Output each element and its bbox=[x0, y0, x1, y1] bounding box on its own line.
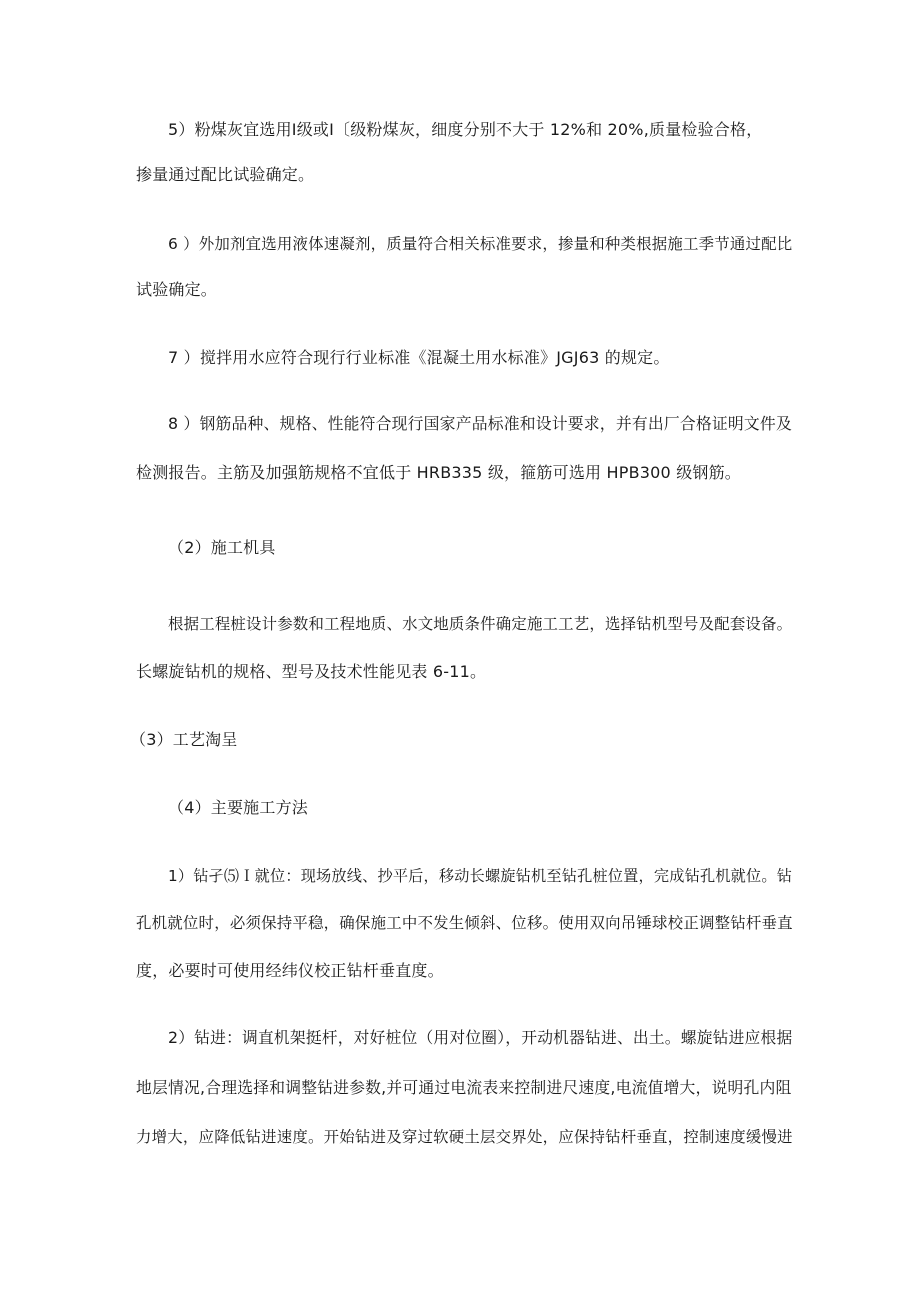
text-line: 度，必要时可使用经纬仪校正钻杆垂直度。 bbox=[136, 961, 444, 980]
section-heading: （4）主要施工方法 bbox=[168, 798, 308, 817]
text-line: 力增大，应降低钻进速度。开始钻进及穿过软硬土层交界处，应保持钻杆垂直，控制速度缓慢进 bbox=[136, 1128, 793, 1146]
text-line: 长螺旋钻机的规格、型号及技术性能见表 6-11。 bbox=[136, 662, 487, 681]
text-line: 2）钻进：调直机架挺杆，对好桩位（用对位圈），开动机器钻进、出土。螺旋钻进应根据 bbox=[168, 1028, 793, 1047]
section-heading: （3）工艺淘呈 bbox=[130, 730, 238, 749]
text-line: 6 ）外加剂宜选用液体速凝剂，质量符合相关标准要求，掺量和种类根据施工季节通过配比 bbox=[168, 235, 793, 253]
text-line: 检测报告。主筋及加强筋规格不宜低于 HRB335 级，箍筋可选用 HPB300 级钢筋。 bbox=[136, 463, 742, 482]
text-line: 1）钻孑⑸Ｉ就位：现场放线、抄平后，移动长螺旋钻机至钻孔桩位置，完成钻孔机就位。钻 bbox=[168, 867, 793, 885]
text-line: 孔机就位时，必须保持平稳，确保施工中不发生倾斜、位移。使用双向吊锤球校正调整钻杆垂直 bbox=[136, 914, 793, 932]
text-line: 7 ）搅拌用水应符合现行行业标准《混凝土用水标准》JGJ63 的规定。 bbox=[168, 348, 670, 367]
text-line: 8 ）钢筋品种、规格、性能符合现行国家产品标准和设计要求，并有出厂合格证明文件及 bbox=[168, 414, 792, 433]
text-line: 根据工程桩设计参数和工程地质、水文地质条件确定施工工艺，选择钻机型号及配套设备。 bbox=[168, 615, 793, 633]
text-line: 地层情况,合理选择和调整钻进参数,并可通过电流表来控制进尺速度,电流值增大，说明孔内阻 bbox=[136, 1078, 792, 1097]
text-line: 5）粉煤灰宜选用Ⅰ级或Ⅰ〔级粉煤灰，细度分别不大于 12%和 20%,质量检验合格， bbox=[168, 120, 763, 139]
text-line: 掺量通过配比试验确定。 bbox=[136, 165, 315, 184]
text-line: 试验确定。 bbox=[136, 280, 218, 299]
section-heading: （2）施工机具 bbox=[168, 538, 276, 557]
